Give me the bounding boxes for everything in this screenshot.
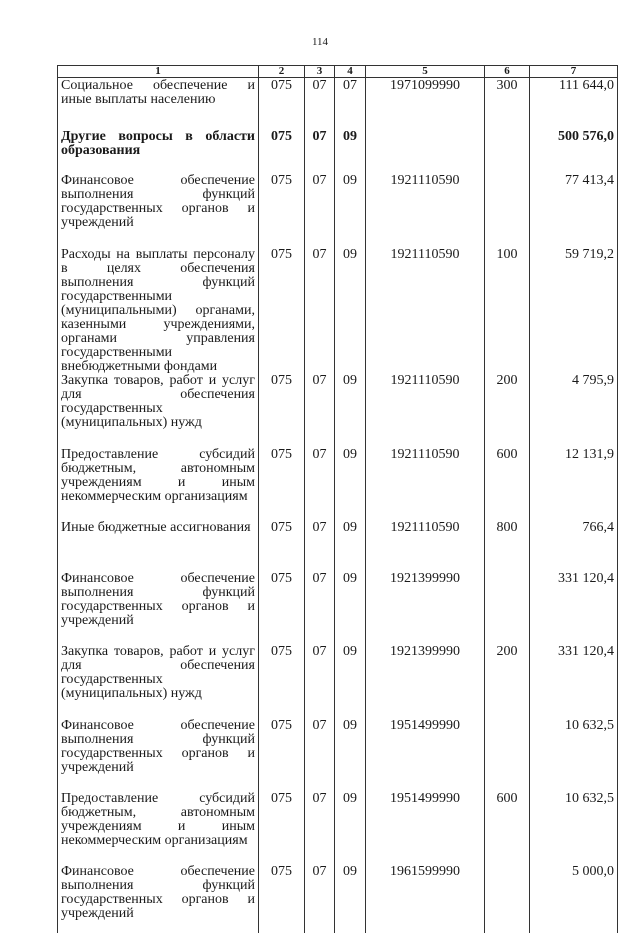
cell-name: Расходы на выплаты персоналу в целях обеспечения выполнения функций государственными (муниципальными) органами, казенными учреждениями, органами управления государственными внебюджетными фондами xyxy=(58,248,259,374)
table-row xyxy=(58,448,618,521)
cell-amount: 5 000,0 xyxy=(530,865,618,933)
cell-admin: 075 xyxy=(259,130,305,174)
column-header: 1 xyxy=(58,66,259,78)
cell-subsection: 09 xyxy=(335,865,366,933)
cell-amount: 59 719,2 xyxy=(530,248,618,374)
cell-target: 1921110590 xyxy=(366,248,485,374)
cell-subsection: 09 xyxy=(335,448,366,521)
cell-section: 07 xyxy=(305,248,335,374)
table-row xyxy=(58,174,618,248)
cell-amount: 331 120,4 xyxy=(530,572,618,645)
cell-target: 1951499990 xyxy=(366,792,485,865)
table-row xyxy=(58,719,618,792)
cell-amount: 12 131,9 xyxy=(530,448,618,521)
table-row xyxy=(58,130,618,174)
cell-admin: 075 xyxy=(259,572,305,645)
cell-subsection: 09 xyxy=(335,645,366,719)
cell-admin: 075 xyxy=(259,792,305,865)
column-header: 6 xyxy=(485,66,530,78)
cell-section: 07 xyxy=(305,374,335,448)
table-row xyxy=(58,78,618,130)
cell-amount: 331 120,4 xyxy=(530,645,618,719)
budget-table xyxy=(57,65,618,933)
cell-section: 07 xyxy=(305,792,335,865)
cell-type: 300 xyxy=(485,78,530,130)
cell-admin: 075 xyxy=(259,248,305,374)
cell-type: 200 xyxy=(485,645,530,719)
column-header: 2 xyxy=(259,66,305,78)
cell-name: Финансовое обеспечение выполнения функций государственных органов и учреждений xyxy=(58,865,259,933)
cell-target: 1951499990 xyxy=(366,719,485,792)
cell-admin: 075 xyxy=(259,78,305,130)
cell-section: 07 xyxy=(305,448,335,521)
cell-type xyxy=(485,572,530,645)
page-number: 114 xyxy=(311,36,329,48)
cell-target: 1921110590 xyxy=(366,174,485,248)
cell-admin: 075 xyxy=(259,521,305,572)
cell-amount: 4 795,9 xyxy=(530,374,618,448)
cell-type xyxy=(485,719,530,792)
cell-subsection: 09 xyxy=(335,374,366,448)
cell-amount: 500 576,0 xyxy=(530,130,618,174)
cell-target xyxy=(366,130,485,174)
cell-target: 1921110590 xyxy=(366,374,485,448)
cell-name: Другие вопросы в области образования xyxy=(58,130,259,174)
cell-admin: 075 xyxy=(259,719,305,792)
cell-section: 07 xyxy=(305,645,335,719)
cell-admin: 075 xyxy=(259,645,305,719)
cell-admin: 075 xyxy=(259,865,305,933)
cell-section: 07 xyxy=(305,865,335,933)
cell-type: 600 xyxy=(485,448,530,521)
cell-section: 07 xyxy=(305,174,335,248)
cell-type: 800 xyxy=(485,521,530,572)
cell-target: 1921110590 xyxy=(366,521,485,572)
cell-section: 07 xyxy=(305,130,335,174)
cell-name: Финансовое обеспечение выполнения функций государственных органов и учреждений xyxy=(58,572,259,645)
cell-target: 1961599990 xyxy=(366,865,485,933)
cell-name: Финансовое обеспечение выполнения функций государственных органов и учреждений xyxy=(58,719,259,792)
cell-name: Социальное обеспечение и иные выплаты населению xyxy=(58,78,259,130)
column-header: 5 xyxy=(366,66,485,78)
table-row xyxy=(58,792,618,865)
cell-admin: 075 xyxy=(259,448,305,521)
cell-amount: 10 632,5 xyxy=(530,719,618,792)
column-header: 3 xyxy=(305,66,335,78)
cell-target: 1921399990 xyxy=(366,645,485,719)
cell-type: 600 xyxy=(485,792,530,865)
cell-subsection: 09 xyxy=(335,719,366,792)
cell-name: Финансовое обеспечение выполнения функций государственных органов и учреждений xyxy=(58,174,259,248)
cell-admin: 075 xyxy=(259,174,305,248)
cell-section: 07 xyxy=(305,521,335,572)
cell-amount: 77 413,4 xyxy=(530,174,618,248)
cell-subsection: 09 xyxy=(335,521,366,572)
cell-subsection: 09 xyxy=(335,572,366,645)
column-header: 7 xyxy=(530,66,618,78)
cell-name: Предоставление субсидий бюджетным, автономным учреждениям и иным некоммерческим организациям xyxy=(58,448,259,521)
cell-section: 07 xyxy=(305,78,335,130)
cell-type xyxy=(485,130,530,174)
table-row xyxy=(58,572,618,645)
cell-subsection: 09 xyxy=(335,130,366,174)
column-header: 4 xyxy=(335,66,366,78)
cell-type xyxy=(485,174,530,248)
cell-subsection: 09 xyxy=(335,174,366,248)
cell-target: 1921110590 xyxy=(366,448,485,521)
cell-name: Предоставление субсидий бюджетным, автономным учреждениям и иным некоммерческим организациям xyxy=(58,792,259,865)
cell-section: 07 xyxy=(305,572,335,645)
cell-amount: 10 632,5 xyxy=(530,792,618,865)
cell-amount: 766,4 xyxy=(530,521,618,572)
cell-section: 07 xyxy=(305,719,335,792)
cell-target: 1971099990 xyxy=(366,78,485,130)
table-row xyxy=(58,374,618,448)
cell-name: Закупка товаров, работ и услуг для обеспечения государственных (муниципальных) нужд xyxy=(58,374,259,448)
cell-type: 200 xyxy=(485,374,530,448)
cell-type: 100 xyxy=(485,248,530,374)
table-row xyxy=(58,865,618,933)
cell-target: 1921399990 xyxy=(366,572,485,645)
cell-subsection: 09 xyxy=(335,792,366,865)
cell-name: Иные бюджетные ассигнования xyxy=(58,521,259,572)
table-header-row xyxy=(58,66,618,78)
cell-amount: 111 644,0 xyxy=(530,78,618,130)
cell-admin: 075 xyxy=(259,374,305,448)
cell-subsection: 09 xyxy=(335,248,366,374)
table-row xyxy=(58,521,618,572)
cell-name: Закупка товаров, работ и услуг для обеспечения государственных (муниципальных) нужд xyxy=(58,645,259,719)
table-row xyxy=(58,248,618,374)
cell-type xyxy=(485,865,530,933)
table-row xyxy=(58,645,618,719)
cell-subsection: 07 xyxy=(335,78,366,130)
